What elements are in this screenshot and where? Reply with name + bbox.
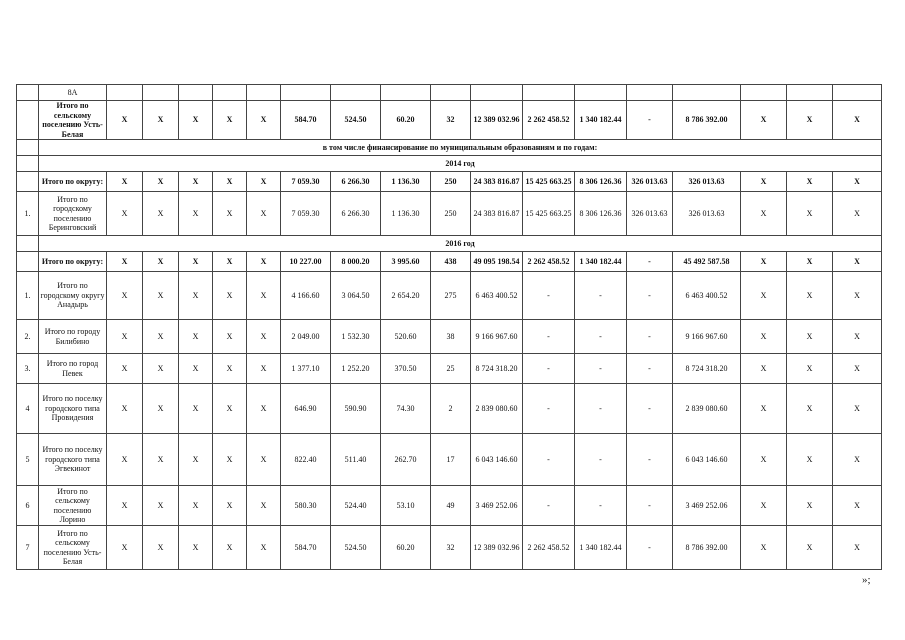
- table-cell: 60.20: [381, 101, 431, 140]
- table-cell: X: [213, 272, 247, 320]
- table-row: [17, 354, 882, 384]
- table-cell: 7 059.30: [281, 172, 331, 192]
- table-cell: X: [833, 354, 882, 384]
- table-cell: X: [787, 434, 833, 486]
- table-cell: X: [107, 101, 143, 140]
- table-cell: 6 043 146.60: [673, 434, 741, 486]
- table-cell: 53.10: [381, 486, 431, 526]
- table-cell: -: [627, 526, 673, 570]
- table-cell: X: [741, 434, 787, 486]
- table-cell: [179, 85, 213, 101]
- table-cell: X: [179, 354, 213, 384]
- table-cell: -: [627, 354, 673, 384]
- table-cell: 8 786 392.00: [673, 101, 741, 140]
- table-cell: X: [787, 252, 833, 272]
- table-cell: X: [833, 320, 882, 354]
- section-header-row: [17, 236, 882, 252]
- section-header-cell: 2014 год: [39, 156, 882, 172]
- table-cell: -: [575, 384, 627, 434]
- table-cell: X: [143, 101, 179, 140]
- table-cell: X: [143, 486, 179, 526]
- table-cell: 1 136.30: [381, 172, 431, 192]
- table-row: [17, 434, 882, 486]
- table-cell: [523, 85, 575, 101]
- table-cell: [673, 85, 741, 101]
- table-cell: X: [179, 272, 213, 320]
- table-cell: 25: [431, 354, 471, 384]
- table-cell: X: [247, 434, 281, 486]
- table-cell: X: [107, 172, 143, 192]
- table-cell: -: [627, 252, 673, 272]
- table-cell: 45 492 587.58: [673, 252, 741, 272]
- table-cell: X: [247, 384, 281, 434]
- table-cell: X: [107, 526, 143, 570]
- table-cell: -: [575, 320, 627, 354]
- table-cell: [833, 85, 882, 101]
- table-cell: X: [741, 384, 787, 434]
- table-cell: X: [833, 172, 882, 192]
- table-cell: 9 166 967.60: [673, 320, 741, 354]
- table-cell: X: [787, 101, 833, 140]
- table-cell: X: [143, 172, 179, 192]
- table-cell: X: [107, 384, 143, 434]
- table-cell: [17, 101, 39, 140]
- table-cell: [17, 140, 39, 156]
- table-cell: -: [627, 272, 673, 320]
- table-cell: [107, 85, 143, 101]
- table-cell: [381, 85, 431, 101]
- table-cell: 6 043 146.60: [471, 434, 523, 486]
- table-cell: X: [833, 101, 882, 140]
- table-row: [17, 526, 882, 570]
- table-cell: 17: [431, 434, 471, 486]
- table-cell: Итого по город Певек: [39, 354, 107, 384]
- table-cell: X: [143, 192, 179, 236]
- table-cell: X: [247, 486, 281, 526]
- table-cell: -: [575, 434, 627, 486]
- table-cell: X: [787, 354, 833, 384]
- table-cell: X: [213, 384, 247, 434]
- table-cell: X: [787, 384, 833, 434]
- table-cell: X: [107, 434, 143, 486]
- table-cell: X: [107, 272, 143, 320]
- table-cell: X: [179, 320, 213, 354]
- table-cell: 32: [431, 101, 471, 140]
- table-cell: 8 306 126.36: [575, 172, 627, 192]
- table-cell: X: [833, 252, 882, 272]
- table-body: [17, 85, 882, 570]
- table-cell: X: [741, 486, 787, 526]
- table-cell: Итого по поселку городского типа Провидения: [39, 384, 107, 434]
- table-cell: Итого по поселку городского типа Эгвекинот: [39, 434, 107, 486]
- table-cell: [213, 85, 247, 101]
- table-cell: Итого по городскому поселению Беринговский: [39, 192, 107, 236]
- table-cell: X: [213, 486, 247, 526]
- table-cell: X: [741, 320, 787, 354]
- table-cell: X: [247, 320, 281, 354]
- table-cell: 1 340 182.44: [575, 101, 627, 140]
- table-cell: 3.: [17, 354, 39, 384]
- table-cell: 524.50: [331, 526, 381, 570]
- table-cell: X: [833, 434, 882, 486]
- table-cell: X: [213, 252, 247, 272]
- table-cell: 646.90: [281, 384, 331, 434]
- table-cell: 8 724 318.20: [471, 354, 523, 384]
- table-cell: [431, 85, 471, 101]
- table-cell: X: [107, 252, 143, 272]
- table-cell: X: [247, 252, 281, 272]
- table-cell: -: [523, 320, 575, 354]
- table-cell: X: [787, 172, 833, 192]
- table-cell: X: [143, 526, 179, 570]
- table-cell: 6: [17, 486, 39, 526]
- table-cell: 326 013.63: [673, 192, 741, 236]
- table-cell: 8 306 126.36: [575, 192, 627, 236]
- table-cell: 4: [17, 384, 39, 434]
- table-cell: 32: [431, 526, 471, 570]
- table-cell: X: [247, 101, 281, 140]
- table-cell: 2 262 458.52: [523, 526, 575, 570]
- table-cell: Итого по городскому округу Анадырь: [39, 272, 107, 320]
- table-cell: 74.30: [381, 384, 431, 434]
- table-cell: -: [575, 272, 627, 320]
- table-cell: X: [833, 192, 882, 236]
- table-cell: 24 383 816.87: [471, 172, 523, 192]
- table-cell: 1 340 182.44: [575, 252, 627, 272]
- table-cell: 1 340 182.44: [575, 526, 627, 570]
- table-cell: Итого по сельскому поселению Лорино: [39, 486, 107, 526]
- table-cell: -: [575, 354, 627, 384]
- table-cell: 326 013.63: [673, 172, 741, 192]
- table-cell: X: [787, 192, 833, 236]
- table-cell: 524.40: [331, 486, 381, 526]
- table-row: [17, 192, 882, 236]
- table-cell: Итого по городу Билибино: [39, 320, 107, 354]
- table-cell: 520.60: [381, 320, 431, 354]
- table-row: [17, 101, 882, 140]
- table-cell: 370.50: [381, 354, 431, 384]
- table-cell: 2 262 458.52: [523, 252, 575, 272]
- table-cell: [17, 156, 39, 172]
- table-cell: 1 532.30: [331, 320, 381, 354]
- table-cell: X: [213, 526, 247, 570]
- table-cell: 2 839 080.60: [471, 384, 523, 434]
- table-cell: [741, 85, 787, 101]
- table-cell: 2: [431, 384, 471, 434]
- table-cell: X: [247, 272, 281, 320]
- table-cell: 38: [431, 320, 471, 354]
- table-row: [17, 384, 882, 434]
- table-cell: 12 389 032.96: [471, 526, 523, 570]
- table-cell: X: [741, 272, 787, 320]
- table-cell: 3 469 252.06: [673, 486, 741, 526]
- table-cell: X: [741, 354, 787, 384]
- table-cell: 1.: [17, 192, 39, 236]
- table-row: [17, 172, 882, 192]
- table-cell: 24 383 816.87: [471, 192, 523, 236]
- table-row: [17, 272, 882, 320]
- table-row: [17, 85, 882, 101]
- table-cell: X: [107, 354, 143, 384]
- table-cell: X: [833, 384, 882, 434]
- table-cell: X: [179, 486, 213, 526]
- table-cell: -: [523, 354, 575, 384]
- table-row: [17, 486, 882, 526]
- table-cell: 3 995.60: [381, 252, 431, 272]
- table-cell: 6 266.30: [331, 172, 381, 192]
- table-cell: [17, 236, 39, 252]
- table-cell: X: [143, 384, 179, 434]
- table-cell: [331, 85, 381, 101]
- table-cell: 262.70: [381, 434, 431, 486]
- table-cell: X: [247, 526, 281, 570]
- table-cell: 584.70: [281, 101, 331, 140]
- table-cell: X: [741, 172, 787, 192]
- table-cell: 7 059.30: [281, 192, 331, 236]
- table-cell: [627, 85, 673, 101]
- table-cell: X: [741, 101, 787, 140]
- table-cell: Итого по сельскому поселению Усть-Белая: [39, 101, 107, 140]
- table-cell: -: [523, 434, 575, 486]
- table-cell: 1 252.20: [331, 354, 381, 384]
- table-cell: 822.40: [281, 434, 331, 486]
- table-cell: 49 095 198.54: [471, 252, 523, 272]
- table-cell: [247, 85, 281, 101]
- table-cell: X: [179, 192, 213, 236]
- table-cell: 15 425 663.25: [523, 192, 575, 236]
- table-cell: X: [213, 354, 247, 384]
- table-cell: 326 013.63: [627, 172, 673, 192]
- table-cell: 7: [17, 526, 39, 570]
- table-row: [17, 252, 882, 272]
- table-cell: X: [741, 192, 787, 236]
- table-cell: 15 425 663.25: [523, 172, 575, 192]
- table-cell: 2 839 080.60: [673, 384, 741, 434]
- table-cell: 2 654.20: [381, 272, 431, 320]
- table-cell: X: [247, 354, 281, 384]
- table-cell: 8 000.20: [331, 252, 381, 272]
- table-cell: -: [523, 486, 575, 526]
- table-cell: 8А: [39, 85, 107, 101]
- table-cell: X: [213, 434, 247, 486]
- table-cell: 1 377.10: [281, 354, 331, 384]
- section-header-row: [17, 156, 882, 172]
- table-cell: X: [741, 252, 787, 272]
- table-cell: X: [143, 320, 179, 354]
- table-cell: 1 136.30: [381, 192, 431, 236]
- table-cell: 5: [17, 434, 39, 486]
- table-cell: [575, 85, 627, 101]
- table-cell: X: [179, 526, 213, 570]
- table-cell: -: [627, 384, 673, 434]
- table-cell: Итого по округу:: [39, 172, 107, 192]
- table-cell: [471, 85, 523, 101]
- table-cell: -: [575, 486, 627, 526]
- table-cell: 9 166 967.60: [471, 320, 523, 354]
- table-cell: X: [247, 172, 281, 192]
- table-cell: 8 724 318.20: [673, 354, 741, 384]
- table-cell: X: [787, 272, 833, 320]
- table-cell: 6 463 400.52: [471, 272, 523, 320]
- table-cell: 326 013.63: [627, 192, 673, 236]
- table-cell: [281, 85, 331, 101]
- table-cell: [17, 252, 39, 272]
- table-cell: 49: [431, 486, 471, 526]
- table-cell: X: [787, 320, 833, 354]
- table-cell: X: [213, 192, 247, 236]
- table-cell: X: [213, 320, 247, 354]
- table-cell: X: [213, 172, 247, 192]
- table-cell: 584.70: [281, 526, 331, 570]
- table-cell: 2.: [17, 320, 39, 354]
- table-cell: 60.20: [381, 526, 431, 570]
- section-header-cell: в том числе финансирование по муниципальным образованиям и по годам:: [39, 140, 882, 156]
- table-cell: 6 266.30: [331, 192, 381, 236]
- table-cell: 8 786 392.00: [673, 526, 741, 570]
- table-cell: 524.50: [331, 101, 381, 140]
- table-cell: 511.40: [331, 434, 381, 486]
- table-cell: X: [179, 172, 213, 192]
- table-cell: X: [143, 252, 179, 272]
- table-cell: 2 049.00: [281, 320, 331, 354]
- table-cell: [17, 172, 39, 192]
- table-cell: X: [143, 272, 179, 320]
- table-cell: 250: [431, 192, 471, 236]
- table-cell: 10 227.00: [281, 252, 331, 272]
- table-cell: [17, 85, 39, 101]
- table-cell: 3 469 252.06: [471, 486, 523, 526]
- table-cell: [787, 85, 833, 101]
- table-cell: X: [833, 272, 882, 320]
- table-cell: X: [787, 486, 833, 526]
- table-cell: X: [179, 252, 213, 272]
- section-header-cell: 2016 год: [39, 236, 882, 252]
- table-cell: X: [833, 486, 882, 526]
- table-cell: X: [107, 486, 143, 526]
- table-cell: X: [213, 101, 247, 140]
- table-cell: X: [741, 526, 787, 570]
- table-cell: 4 166.60: [281, 272, 331, 320]
- section-header-row: [17, 140, 882, 156]
- table-cell: X: [179, 101, 213, 140]
- table-cell: -: [627, 434, 673, 486]
- closing-mark: »;: [862, 574, 871, 586]
- table-cell: 6 463 400.52: [673, 272, 741, 320]
- table-cell: X: [143, 354, 179, 384]
- table-cell: [143, 85, 179, 101]
- table-cell: -: [627, 486, 673, 526]
- table-cell: Итого по округу:: [39, 252, 107, 272]
- table-cell: -: [627, 101, 673, 140]
- table-cell: X: [179, 384, 213, 434]
- table-row: [17, 320, 882, 354]
- table-cell: X: [179, 434, 213, 486]
- table-cell: 580.30: [281, 486, 331, 526]
- table-cell: 1.: [17, 272, 39, 320]
- table-cell: 2 262 458.52: [523, 101, 575, 140]
- table-cell: -: [523, 384, 575, 434]
- financing-table: [16, 84, 882, 570]
- table-cell: 12 389 032.96: [471, 101, 523, 140]
- table-cell: 250: [431, 172, 471, 192]
- table-cell: X: [107, 192, 143, 236]
- table-cell: Итого по сельскому поселению Усть-Белая: [39, 526, 107, 570]
- table-cell: X: [107, 320, 143, 354]
- table-cell: 590.90: [331, 384, 381, 434]
- table-cell: 438: [431, 252, 471, 272]
- table-cell: X: [787, 526, 833, 570]
- table-cell: X: [833, 526, 882, 570]
- table-cell: -: [523, 272, 575, 320]
- table-cell: 3 064.50: [331, 272, 381, 320]
- table-cell: X: [143, 434, 179, 486]
- table-cell: X: [247, 192, 281, 236]
- table-cell: 275: [431, 272, 471, 320]
- table-cell: -: [627, 320, 673, 354]
